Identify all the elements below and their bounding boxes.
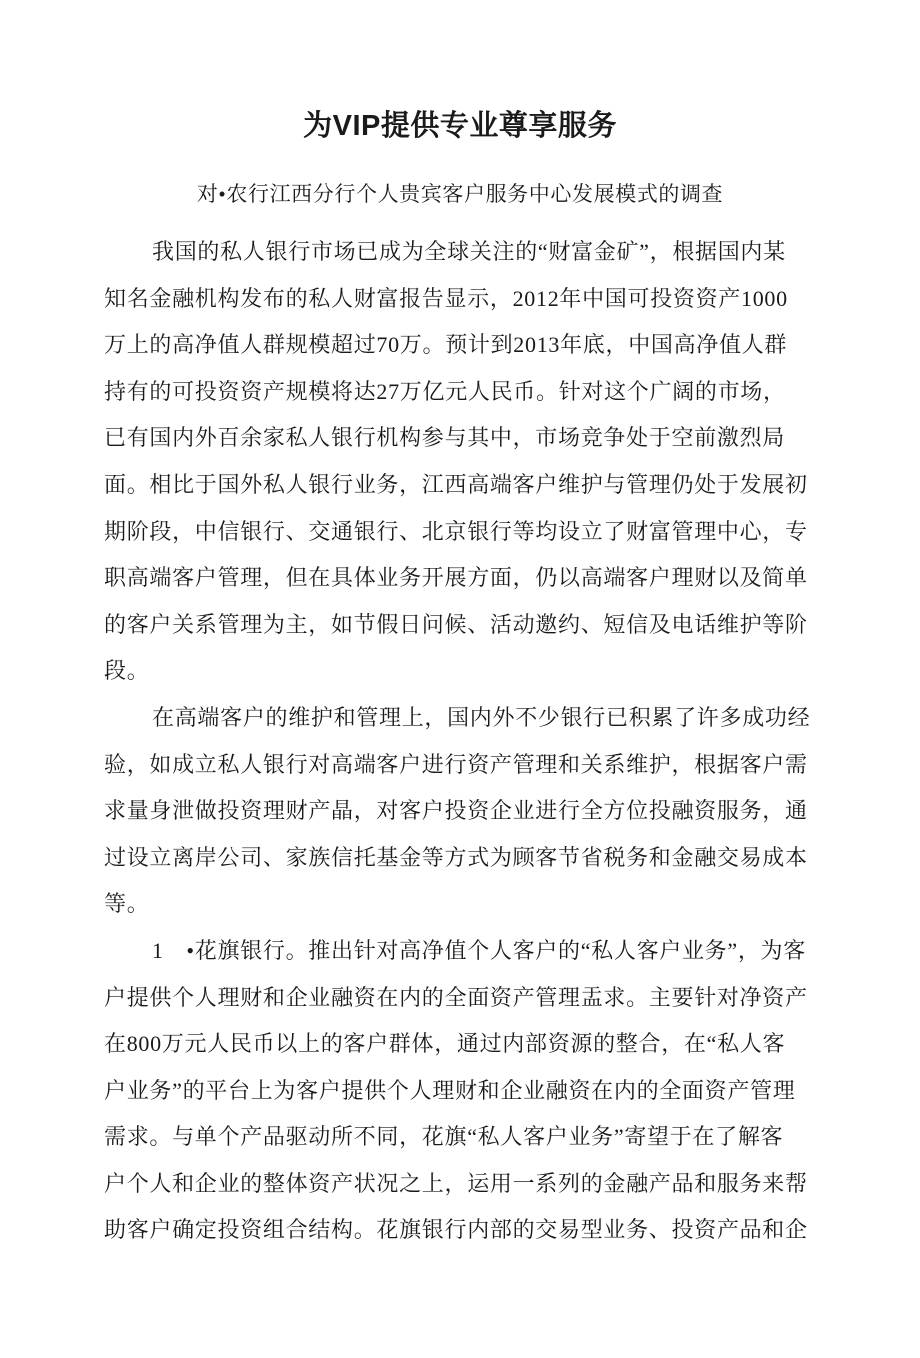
paragraph-line: 户个人和企业的整体资产状况之上，运用一系列的金融产品和服务来帮 — [104, 1170, 808, 1196]
paragraph-line: 持有的可投资资产规模将达27万亿元人民币。针对这个广阔的市场， — [104, 378, 786, 404]
paragraph-line: 户提供个人理财和企业融资在内的全面资产管理盂求。主要针对净资产 — [104, 984, 808, 1010]
paragraph-line: 面。相比于国外私人银行业务，江西高端客户维护与管理仍处于发展初 — [104, 471, 808, 497]
paragraph-line: 过设立离岸公司、家族信托基金等方式为顾客节省税务和金融交易成本 — [104, 844, 808, 870]
paragraph-line: 万上的高净值人群规模超过70万。预计到2013年底，中国高净值人群 — [104, 332, 788, 358]
paragraph-line: 在800万元人民币以上的客户群体，通过内部资源的整合，在“私人客 — [104, 1031, 786, 1057]
paragraph-line: 验，如成立私人银行对高端客户进行资产管理和关系维护，根据客户需 — [104, 751, 808, 777]
paragraph-line: 已有国内外百余家私人银行机构参与其中，市场竞争处于空前激烈局 — [104, 425, 786, 451]
paragraph-line: 户业务”的平台上为客户提供个人理财和企业融资在内的全面资产管理 — [104, 1077, 796, 1103]
document-body — [104, 229, 834, 1254]
paragraph — [104, 695, 834, 928]
paragraph — [104, 928, 834, 1254]
paragraph-line: 1 •花旗银行。推出针对高净值个人客户的“私人客户业务”，为客 — [152, 937, 806, 963]
page-title: 为VIP提供专业尊享服务 — [303, 110, 617, 142]
paragraph-line: 我国的私人银行市场已成为全球关注的“财富金矿”，根据国内某 — [152, 239, 786, 264]
paragraph-line: 在高端客户的维护和管理上，国内外不少银行已积累了许多成功经 — [152, 704, 811, 730]
paragraph-line: 需求。与单个产品驱动所不同，花旗“私人客户业务”寄望于在了解客 — [104, 1124, 784, 1150]
paragraph — [104, 229, 834, 695]
paragraph-line: 等。 — [104, 891, 150, 917]
paragraph-line: 职高端客户管理，但在具体业务开展方面，仍以高端客户理财以及简单 — [104, 565, 808, 591]
paragraph-line: 段。 — [104, 658, 150, 684]
paragraph-line: 的客户关系管理为主，如节假日问候、活动邀约、短信及电话维护等阶 — [104, 611, 808, 637]
paragraph-line: 期阶段，中信银行、交通银行、北京银行等均设立了财富管理中心，专 — [104, 518, 808, 544]
paragraph-line: 助客户确定投资组合结构。花旗银行内部的交易型业务、投资产品和企 — [104, 1217, 808, 1243]
subtitle: 对•农行江西分行个人贵宾客户服务中心发展模式的调查 — [196, 182, 724, 206]
paragraph-line: 求量身泄做投资理财产晶，对客户投资企业进行全方位投融资服务，通 — [104, 798, 808, 824]
paragraph-line: 知名金融机构发布的私人财富报告显示，2012年中国可投资资产1000 — [104, 285, 788, 311]
